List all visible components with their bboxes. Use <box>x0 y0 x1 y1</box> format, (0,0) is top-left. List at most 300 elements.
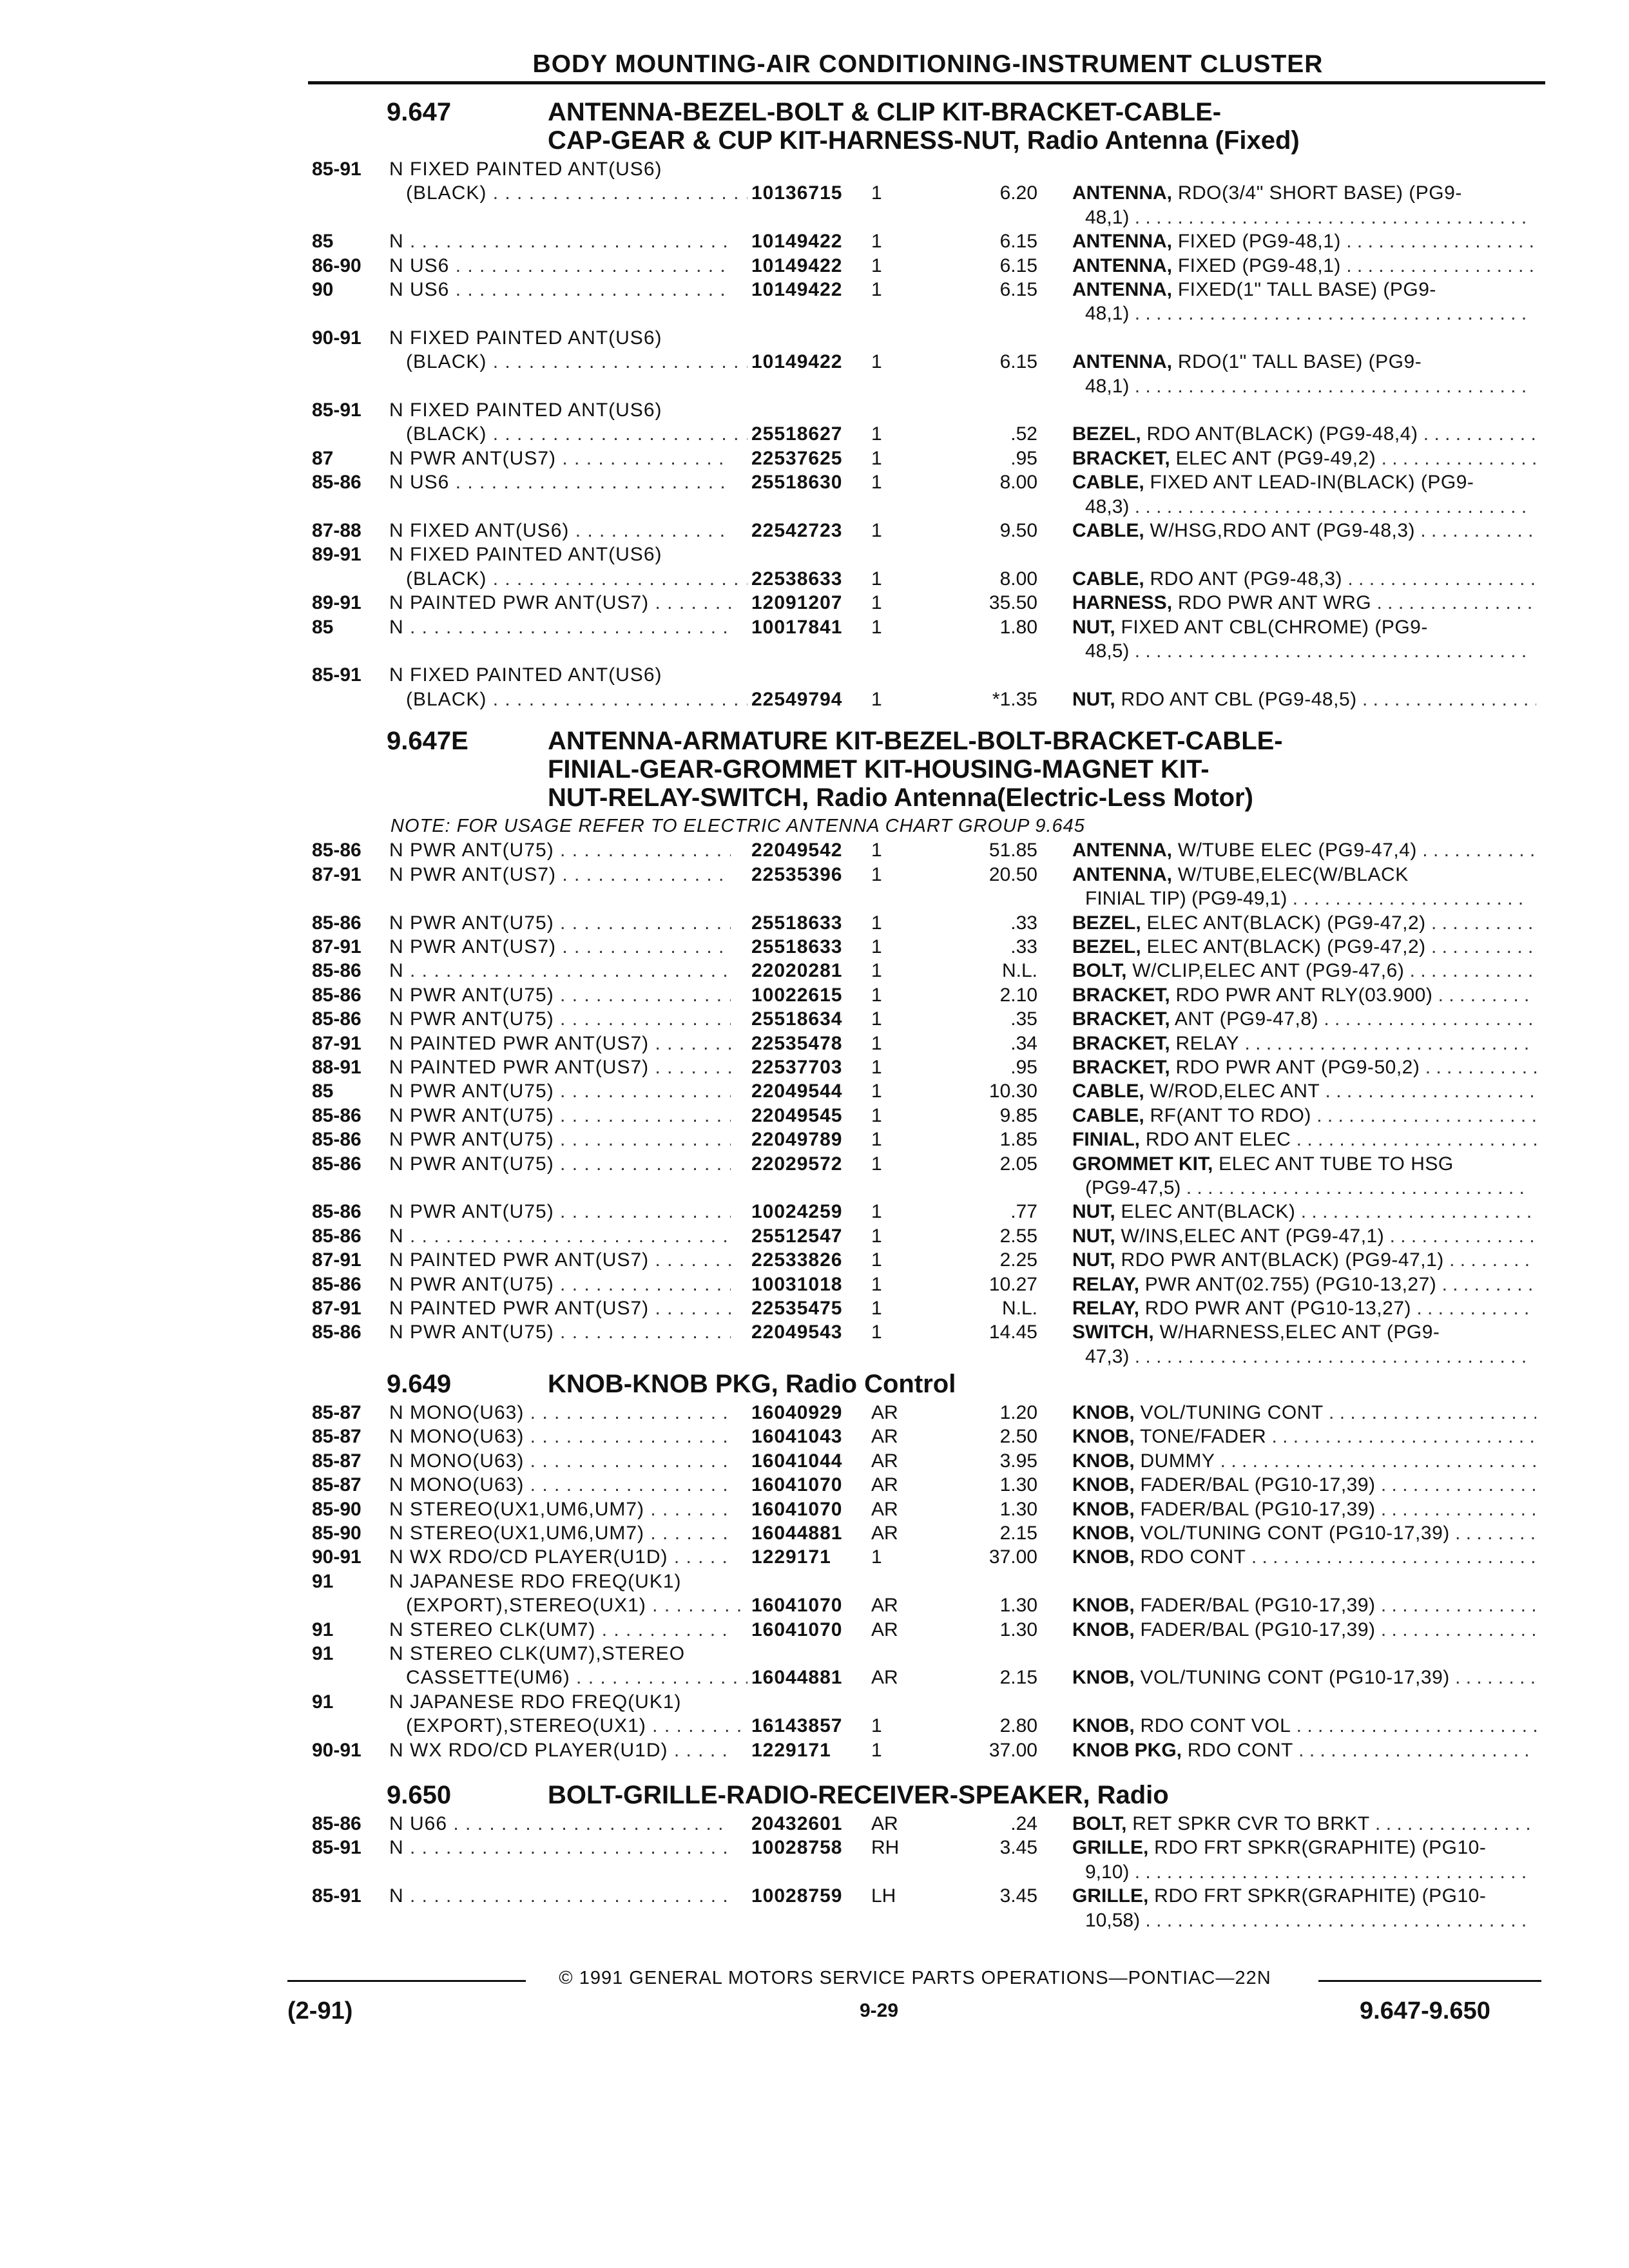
part-number: 10136715 <box>751 182 843 204</box>
part-name-keyword: KNOB, <box>1072 1402 1135 1423</box>
usage-description: N PWR ANT(U75) . . . <box>389 912 731 934</box>
model-years: 85-86 <box>312 1273 361 1295</box>
part-name <box>1072 568 1536 590</box>
price: 8.00 <box>999 472 1037 494</box>
quantity: 1 <box>871 1715 882 1737</box>
part-name-detail: DUMMY <box>1134 1450 1215 1472</box>
price: 6.15 <box>999 255 1037 276</box>
usage-description: N PWR ANT(U75) . . . <box>389 1321 731 1343</box>
quantity: 1 <box>871 1201 882 1223</box>
part-name-keyword: GRILLE, <box>1072 1885 1149 1907</box>
part-name-keyword: BRACKET, <box>1072 1032 1170 1054</box>
usage-description: N PWR ANT(U75) . . . <box>389 1105 731 1127</box>
part-number: 10028758 <box>751 1837 843 1859</box>
part-name <box>1072 912 1536 934</box>
part-name <box>1072 182 1462 204</box>
section-title <box>548 1370 1514 1398</box>
part-name-detail: TONE/FADER <box>1134 1426 1267 1448</box>
part-number: 1229171 <box>751 1546 831 1568</box>
quantity: 1 <box>871 936 882 957</box>
part-number: 22533826 <box>751 1249 843 1271</box>
usage-description: N US6 . . . <box>389 255 731 277</box>
part-name-detail: W/INS,ELEC ANT (PG9-47,1) <box>1115 1225 1385 1247</box>
part-name-detail: W/TUBE ELEC (PG9-47,4) <box>1172 840 1417 861</box>
part-name-detail: RDO FRT SPKR(GRAPHITE) (PG10- <box>1148 1885 1487 1907</box>
part-name-detail: VOL/TUNING CONT (PG10-17,39) <box>1134 1667 1450 1689</box>
part-name-detail: RDO FRT SPKR(GRAPHITE) (PG10- <box>1148 1837 1487 1859</box>
part-name-detail: RDO PWR ANT WRG <box>1172 592 1372 614</box>
part-name <box>1072 351 1422 373</box>
part-name-keyword: BEZEL, <box>1072 423 1141 445</box>
part-name <box>1072 1033 1536 1055</box>
section-title <box>548 727 1514 812</box>
part-name-keyword: KNOB, <box>1072 1450 1135 1472</box>
quantity: 1 <box>871 255 882 276</box>
quantity: AR <box>871 1474 898 1496</box>
quantity: 1 <box>871 960 882 982</box>
part-name-keyword: SWITCH, <box>1072 1321 1154 1343</box>
model-years: 85-91 <box>312 1885 361 1907</box>
part-name <box>1072 1474 1536 1496</box>
part-name-keyword: RELAY, <box>1072 1298 1139 1319</box>
part-name-keyword: CABLE, <box>1072 1104 1144 1126</box>
part-name <box>1072 1321 1440 1343</box>
part-number: 10024259 <box>751 1201 843 1223</box>
part-number: 10149422 <box>751 279 843 300</box>
model-years: 85-86 <box>312 472 361 494</box>
part-number: 10028759 <box>751 1885 843 1907</box>
part-name <box>1072 255 1536 277</box>
part-name <box>1072 1105 1536 1127</box>
part-name-detail: FIXED ANT LEAD-IN(BLACK) (PG9- <box>1144 472 1474 494</box>
model-years: 87 <box>312 447 334 469</box>
part-name <box>1072 1813 1536 1835</box>
part-name <box>1072 231 1536 253</box>
quantity: RH <box>871 1837 900 1859</box>
usage-description: N FIXED PAINTED ANT(US6) <box>389 327 662 349</box>
usage-description: (EXPORT),STEREO(UX1) . . . <box>406 1595 747 1617</box>
part-name-detail: FIXED (PG9-48,1) <box>1172 231 1341 253</box>
model-years: 87-91 <box>312 936 361 957</box>
model-years: 91 <box>312 1619 334 1640</box>
part-name <box>1072 279 1436 301</box>
usage-description: N U66 . . . <box>389 1813 731 1835</box>
part-name-detail: RDO(3/4" SHORT BASE) (PG9- <box>1172 182 1462 204</box>
usage-description: N FIXED PAINTED ANT(US6) <box>389 159 662 180</box>
part-name <box>1072 840 1536 861</box>
part-name-detail: FADER/BAL (PG10-17,39) <box>1134 1619 1376 1640</box>
part-name-keyword: ANTENNA, <box>1072 255 1172 276</box>
part-name-keyword: BRACKET, <box>1072 447 1170 469</box>
usage-description: N PWR ANT(U75) . . . <box>389 1008 731 1030</box>
part-number: 22535396 <box>751 863 843 885</box>
price: 9.50 <box>999 520 1037 541</box>
price: 2.15 <box>999 1523 1037 1544</box>
usage-description: N PWR ANT(US7) . . . <box>389 448 731 470</box>
part-name <box>1072 472 1474 494</box>
part-name-keyword: HARNESS, <box>1072 592 1173 614</box>
part-name-keyword: KNOB, <box>1072 1523 1135 1544</box>
usage-description: N STEREO CLK(UM7) . . . <box>389 1619 731 1641</box>
quantity: 1 <box>871 351 882 373</box>
part-name <box>1072 1837 1486 1859</box>
price: .95 <box>1010 1057 1037 1078</box>
price: 1.30 <box>999 1619 1037 1640</box>
model-years: 85-86 <box>312 960 361 982</box>
section-title-line: KNOB-KNOB PKG, Radio Control <box>548 1370 956 1398</box>
part-name <box>1072 1450 1536 1472</box>
quantity: 1 <box>871 1104 882 1126</box>
part-number: 16041070 <box>751 1498 843 1520</box>
part-name <box>1072 960 1536 982</box>
part-name-detail: FADER/BAL (PG10-17,39) <box>1134 1474 1376 1496</box>
price: 2.05 <box>999 1153 1037 1175</box>
part-number: 1229171 <box>751 1739 831 1761</box>
price: 37.00 <box>988 1739 1037 1761</box>
part-name <box>1072 936 1536 958</box>
quantity: 1 <box>871 1249 882 1271</box>
part-name-detail: RDO PWR ANT(BLACK) (PG9-47,1) <box>1115 1249 1444 1271</box>
section-number: 9.647 <box>387 98 452 126</box>
quantity: 1 <box>871 1057 882 1078</box>
model-years: 85-87 <box>312 1426 361 1448</box>
model-years: 85-86 <box>312 1104 361 1126</box>
quantity: 1 <box>871 423 882 445</box>
part-name-keyword: FINIAL, <box>1072 1129 1140 1151</box>
footer-rule-left <box>287 1980 526 1982</box>
usage-description: N PAINTED PWR ANT(US7) . . . <box>389 1057 731 1079</box>
quantity: 1 <box>871 279 882 300</box>
part-name-detail: FIXED(1" TALL BASE) (PG9- <box>1172 279 1436 300</box>
part-name <box>1072 1426 1536 1448</box>
section-title-line: FINIAL-GEAR-GROMMET KIT-HOUSING-MAGNET KIT- <box>548 755 1210 783</box>
part-name-keyword: NUT, <box>1072 688 1115 710</box>
quantity: AR <box>871 1619 898 1640</box>
part-name-detail: RF(ANT TO RDO) <box>1144 1104 1311 1126</box>
part-number: 10031018 <box>751 1273 843 1295</box>
part-number: 22538633 <box>751 568 843 590</box>
part-number: 10149422 <box>751 231 843 253</box>
part-name-detail: FIXED ANT CBL(CHROME) (PG9- <box>1115 616 1428 638</box>
section-title-line: ANTENNA-ARMATURE KIT-BEZEL-BOLT-BRACKET-CABLE- <box>548 727 1283 755</box>
quantity: 1 <box>871 863 882 885</box>
price: 37.00 <box>988 1546 1037 1568</box>
part-name <box>1072 1740 1536 1762</box>
part-name-detail: W/ROD,ELEC ANT <box>1144 1081 1320 1102</box>
model-years: 85-86 <box>312 1813 361 1834</box>
quantity: 1 <box>871 520 882 541</box>
part-number: 22049789 <box>751 1129 843 1151</box>
part-number: 10017841 <box>751 616 843 638</box>
model-years: 87-91 <box>312 1298 361 1319</box>
part-number: 22020281 <box>751 960 843 982</box>
part-name <box>1072 1619 1536 1641</box>
model-years: 85 <box>312 1081 334 1102</box>
part-number: 25518627 <box>751 423 843 445</box>
part-name-keyword: BRACKET, <box>1072 1057 1170 1078</box>
part-name-detail: RDO ANT(BLACK) (PG9-48,4) <box>1141 423 1418 445</box>
part-name-detail: ELEC ANT TUBE TO HSG <box>1213 1153 1454 1175</box>
part-name-continued: 48,5) . . . <box>1085 640 1530 662</box>
quantity: 1 <box>871 592 882 614</box>
quantity: 1 <box>871 231 882 253</box>
part-name <box>1072 1153 1454 1175</box>
quantity: AR <box>871 1498 898 1520</box>
part-name <box>1072 1129 1536 1151</box>
part-name-detail: RDO PWR ANT (PG9-50,2) <box>1170 1057 1420 1078</box>
quantity: 1 <box>871 912 882 934</box>
part-name-keyword: ANTENNA, <box>1072 279 1172 300</box>
part-name-keyword: BOLT, <box>1072 960 1127 982</box>
usage-description: N PWR ANT(U75) . . . <box>389 1201 731 1223</box>
price: .24 <box>1010 1813 1037 1834</box>
price: 14.45 <box>988 1321 1037 1343</box>
model-years: 85-86 <box>312 984 361 1006</box>
usage-description: N PAINTED PWR ANT(US7) . . . <box>389 1249 731 1271</box>
price: 2.25 <box>999 1249 1037 1271</box>
usage-description: N . . . <box>389 617 731 639</box>
price: 3.45 <box>999 1837 1037 1859</box>
part-name-keyword: BOLT, <box>1072 1813 1127 1834</box>
part-name <box>1072 1885 1486 1907</box>
usage-description: N PWR ANT(U75) . . . <box>389 1153 731 1175</box>
part-number: 16041043 <box>751 1426 843 1448</box>
usage-description: N FIXED PAINTED ANT(US6) <box>389 664 662 686</box>
usage-description: N PWR ANT(U75) . . . <box>389 1274 731 1296</box>
part-name <box>1072 617 1428 639</box>
part-name <box>1072 864 1409 886</box>
part-name-keyword: NUT, <box>1072 616 1115 638</box>
price: 35.50 <box>988 592 1037 614</box>
part-number: 22049544 <box>751 1081 843 1102</box>
section-title-line: ANTENNA-BEZEL-BOLT & CLIP KIT-BRACKET-CABLE- <box>548 98 1222 126</box>
part-name <box>1072 1546 1536 1568</box>
part-name <box>1072 1201 1536 1223</box>
usage-description: N MONO(U63) . . . <box>389 1450 731 1472</box>
part-name <box>1072 1057 1536 1079</box>
usage-description: N PWR ANT(US7) . . . <box>389 936 731 958</box>
usage-description: N PAINTED PWR ANT(US7) . . . <box>389 1298 731 1320</box>
part-name <box>1072 689 1536 711</box>
usage-description: (BLACK) . . . <box>406 351 747 373</box>
price: .35 <box>1010 1008 1037 1030</box>
section-number: 9.647E <box>387 727 468 755</box>
part-name <box>1072 520 1536 542</box>
usage-description: N FIXED PAINTED ANT(US6) <box>389 544 662 566</box>
part-number: 16041070 <box>751 1595 843 1617</box>
usage-description: N STEREO(UX1,UM6,UM7) . . . <box>389 1499 731 1521</box>
usage-description: (EXPORT),STEREO(UX1) . . . <box>406 1715 747 1737</box>
price: 6.15 <box>999 351 1037 373</box>
part-number: 10149422 <box>751 351 843 373</box>
part-name <box>1072 1081 1536 1102</box>
model-years: 85-91 <box>312 664 361 686</box>
quantity: 1 <box>871 568 882 590</box>
part-name <box>1072 423 1536 445</box>
price: 10.27 <box>988 1273 1037 1295</box>
part-number: 16044881 <box>751 1667 843 1689</box>
header-rule <box>308 81 1545 84</box>
price: 3.95 <box>999 1450 1037 1472</box>
price: 1.80 <box>999 616 1037 638</box>
part-name-detail: RDO(1" TALL BASE) (PG9- <box>1172 351 1422 373</box>
usage-description: N STEREO CLK(UM7),STEREO <box>389 1643 686 1664</box>
part-name-detail: RELAY <box>1170 1032 1240 1054</box>
quantity: LH <box>871 1885 896 1907</box>
price: 1.30 <box>999 1474 1037 1496</box>
part-number: 25518633 <box>751 936 843 957</box>
part-name-detail: RDO CONT <box>1134 1546 1246 1568</box>
part-name-detail: ELEC ANT (PG9-49,2) <box>1170 447 1376 469</box>
usage-description: N MONO(U63) . . . <box>389 1474 731 1496</box>
usage-description: (BLACK) . . . <box>406 689 747 711</box>
section-number: 9.650 <box>387 1781 452 1809</box>
usage-description: (BLACK) . . . <box>406 182 747 204</box>
price: 6.15 <box>999 279 1037 300</box>
part-name-detail: ELEC ANT(BLACK) (PG9-47,2) <box>1141 936 1426 957</box>
part-name-keyword: RELAY, <box>1072 1273 1139 1295</box>
usage-description: N PWR ANT(U75) . . . <box>389 1081 731 1102</box>
part-name-keyword: KNOB, <box>1072 1426 1135 1448</box>
part-name-keyword: ANTENNA, <box>1072 863 1172 885</box>
part-number: 16041044 <box>751 1450 843 1472</box>
section-title <box>548 1781 1514 1809</box>
part-name <box>1072 1298 1536 1320</box>
part-name-detail: RDO PWR ANT RLY(03.900) <box>1170 984 1433 1006</box>
quantity: 1 <box>871 616 882 638</box>
part-number: 20432601 <box>751 1813 843 1834</box>
part-number: 25518634 <box>751 1008 843 1030</box>
part-number: 22535475 <box>751 1298 843 1319</box>
footer-page-number: 9-29 <box>860 2000 899 2021</box>
price: 1.30 <box>999 1498 1037 1520</box>
model-years: 85-87 <box>312 1474 361 1496</box>
part-name-detail: W/HARNESS,ELEC ANT (PG9- <box>1153 1321 1440 1343</box>
part-name <box>1072 1402 1536 1424</box>
part-name-keyword: CABLE, <box>1072 568 1144 590</box>
quantity: 1 <box>871 1225 882 1247</box>
part-name-detail: VOL/TUNING CONT <box>1134 1402 1324 1423</box>
model-years: 89-91 <box>312 592 361 614</box>
part-name-detail: ANT (PG9-47,8) <box>1170 1008 1319 1030</box>
part-number: 16041070 <box>751 1474 843 1496</box>
part-name <box>1072 985 1536 1006</box>
price: *1.35 <box>992 688 1037 710</box>
part-name <box>1072 1008 1536 1030</box>
part-number: 22049545 <box>751 1104 843 1126</box>
part-name-detail: RET SPKR CVR TO BRKT <box>1126 1813 1370 1834</box>
section-title-line: CAP-GEAR & CUP KIT-HARNESS-NUT, Radio Antenna (Fixed) <box>548 126 1300 155</box>
model-years: 85-86 <box>312 1225 361 1247</box>
usage-note: NOTE: FOR USAGE REFER TO ELECTRIC ANTENNA CHART GROUP 9.645 <box>390 816 1085 836</box>
footer-copyright: © 1991 GENERAL MOTORS SERVICE PARTS OPERATIONS—PONTIAC—22N <box>559 1968 1271 1988</box>
model-years: 86-90 <box>312 255 361 276</box>
model-years: 91 <box>312 1643 334 1664</box>
model-years: 85-86 <box>312 1201 361 1223</box>
part-number: 25512547 <box>751 1225 843 1247</box>
price: 3.45 <box>999 1885 1037 1907</box>
part-name-continued: 9,10) . . . <box>1085 1861 1530 1883</box>
part-name-keyword: ANTENNA, <box>1072 840 1172 861</box>
part-number: 25518633 <box>751 912 843 934</box>
part-name <box>1072 1715 1536 1737</box>
part-name-keyword: NUT, <box>1072 1225 1115 1247</box>
part-number: 22549794 <box>751 688 843 710</box>
model-years: 87-91 <box>312 863 361 885</box>
model-years: 85-86 <box>312 1008 361 1030</box>
section-title-line: NUT-RELAY-SWITCH, Radio Antenna(Electric-Less Motor) <box>548 783 1253 812</box>
part-name-detail: ELEC ANT(BLACK) <box>1115 1201 1296 1223</box>
part-number: 16040929 <box>751 1402 843 1423</box>
footer-group-range: 9.647-9.650 <box>1360 1997 1490 2024</box>
price: 51.85 <box>988 840 1037 861</box>
usage-description: N PWR ANT(US7) . . . <box>389 864 731 886</box>
model-years: 85-86 <box>312 1153 361 1175</box>
part-number: 12091207 <box>751 592 843 614</box>
part-name-continued: 48,1) . . . <box>1085 207 1530 229</box>
price: 2.10 <box>999 984 1037 1006</box>
model-years: 90-91 <box>312 1739 361 1761</box>
part-number: 10149422 <box>751 255 843 276</box>
usage-description: N PWR ANT(U75) . . . <box>389 840 731 861</box>
quantity: 1 <box>871 1298 882 1319</box>
part-name <box>1072 448 1536 470</box>
part-name-keyword: KNOB, <box>1072 1619 1135 1640</box>
part-name-keyword: GRILLE, <box>1072 1837 1149 1859</box>
part-name-continued: 48,1) . . . <box>1085 303 1530 325</box>
part-name-keyword: ANTENNA, <box>1072 351 1172 373</box>
usage-description: N PAINTED PWR ANT(US7) . . . <box>389 592 731 614</box>
quantity: AR <box>871 1450 898 1472</box>
page-header: BODY MOUNTING-AIR CONDITIONING-INSTRUMENT CLUSTER <box>532 50 1324 78</box>
part-number: 22029572 <box>751 1153 843 1175</box>
model-years: 85-87 <box>312 1402 361 1423</box>
part-name <box>1072 592 1536 614</box>
quantity: 1 <box>871 1273 882 1295</box>
price: 6.15 <box>999 231 1037 253</box>
quantity: 1 <box>871 1008 882 1030</box>
part-name-detail: RDO CONT VOL <box>1134 1715 1291 1737</box>
part-name <box>1072 1523 1536 1544</box>
price: .33 <box>1010 912 1037 934</box>
part-name <box>1072 1595 1536 1617</box>
model-years: 90-91 <box>312 327 361 349</box>
usage-description: (BLACK) . . . <box>406 568 747 590</box>
model-years: 85-86 <box>312 1129 361 1151</box>
model-years: 85-91 <box>312 1837 361 1859</box>
price: 8.00 <box>999 568 1037 590</box>
usage-description: N STEREO(UX1,UM6,UM7) . . . <box>389 1523 731 1544</box>
part-name-keyword: KNOB, <box>1072 1498 1135 1520</box>
part-number: 25518630 <box>751 472 843 494</box>
part-name <box>1072 1274 1536 1296</box>
price: .95 <box>1010 447 1037 469</box>
section-title <box>548 98 1514 155</box>
part-name-detail: PWR ANT(02.755) (PG10-13,27) <box>1139 1273 1437 1295</box>
part-name-keyword: CABLE, <box>1072 1081 1144 1102</box>
usage-description: N MONO(U63) . . . <box>389 1402 731 1424</box>
quantity: 1 <box>871 1739 882 1761</box>
price: 20.50 <box>988 863 1037 885</box>
usage-description: N FIXED PAINTED ANT(US6) <box>389 399 662 421</box>
quantity: 1 <box>871 688 882 710</box>
quantity: 1 <box>871 1321 882 1343</box>
footer-rule-right <box>1318 1980 1541 1982</box>
part-name-detail: ELEC ANT(BLACK) (PG9-47,2) <box>1141 912 1426 934</box>
part-name-detail: W/CLIP,ELEC ANT (PG9-47,6) <box>1126 960 1405 982</box>
part-name-detail: FADER/BAL (PG10-17,39) <box>1134 1595 1376 1617</box>
usage-description: N FIXED ANT(US6) . . . <box>389 520 731 542</box>
